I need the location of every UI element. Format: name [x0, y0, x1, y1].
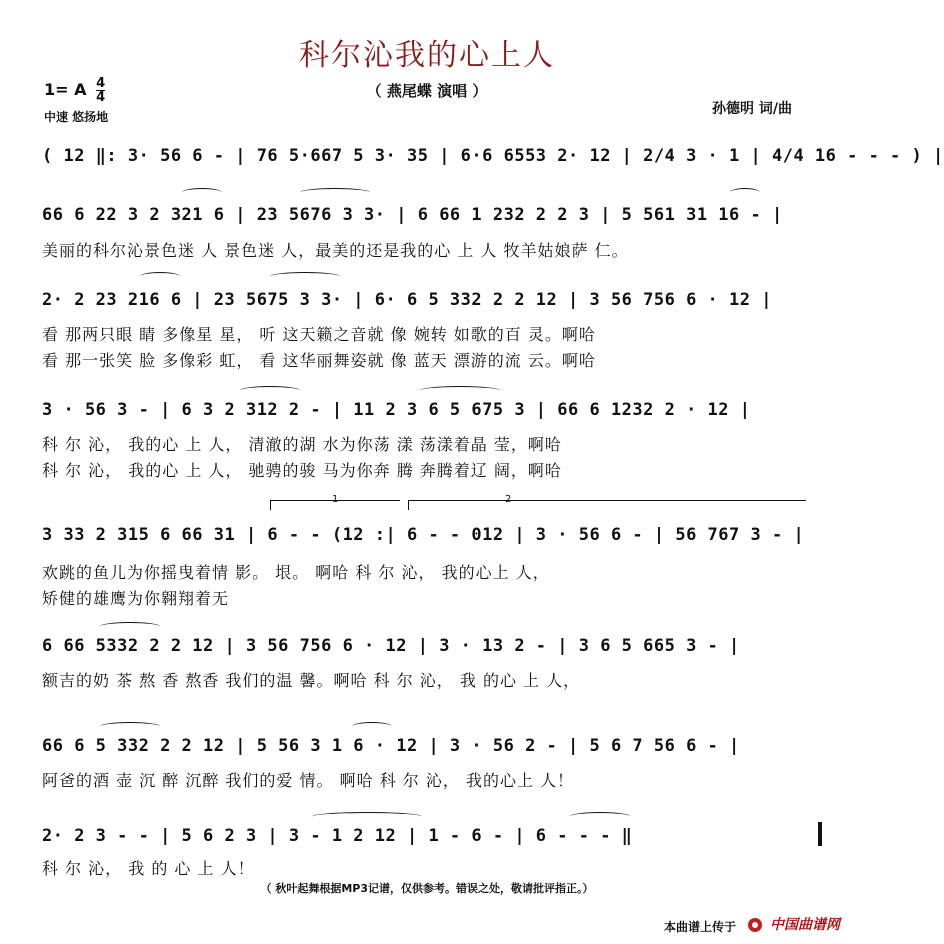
- notation-line-4: 3 · 56 3 - | 6 3 2 312 2 - | 11 2 3 6 5 675 3 | 66 6 1232 2 · 12 |: [42, 400, 751, 420]
- site-logo-text: 中国曲谱网: [770, 917, 840, 933]
- lyric-line-7: 阿爸的酒 壶 沉 醉 沉醉 我们的爱 情。 啊哈 科 尔 沁， 我的心上 人！: [42, 771, 575, 790]
- final-barline: [818, 822, 822, 846]
- lyric-line-4b: 科 尔 沁， 我的心 上 人， 驰骋的骏 马为你奔 腾 奔腾着辽 阔，啊哈: [42, 461, 562, 480]
- upload-credit: 本曲谱上传于: [663, 920, 736, 934]
- tempo-marking: 中速 悠扬地: [44, 110, 109, 124]
- notation-line-3: 2· 2 23 216 6 | 23 5675 3 3· | 6· 6 5 332 2 2 12 | 3 56 756 6 · 12 |: [42, 290, 772, 310]
- slur: [240, 386, 300, 395]
- slur: [420, 386, 500, 395]
- lyric-line-4a: 科 尔 沁， 我的心 上 人， 清澈的湖 水为你荡 漾 荡漾着晶 莹，啊哈: [42, 435, 562, 454]
- slur: [352, 722, 392, 731]
- notation-line-2: 66 6 22 3 2 321 6 | 23 5676 3 3· | 6 66 1 232 2 2 3 | 5 561 31 16 - |: [42, 205, 783, 225]
- slur: [730, 188, 760, 197]
- site-logo[interactable]: [748, 914, 840, 934]
- notation-line-5: 3 33 2 315 6 66 31 | 6 - - (12 :| 6 - - 012 | 3 · 56 6 - | 56 767 3 - |: [42, 525, 805, 545]
- lyric-line-8: 科 尔 沁， 我 的 心 上 人！: [42, 859, 255, 878]
- lyric-line-5b: 矫健的雄鹰为你翱翔着无: [42, 589, 230, 608]
- slur: [140, 272, 180, 281]
- volta-2-bracket: [408, 500, 806, 501]
- key-label: 1= A: [44, 80, 87, 99]
- notation-line-1: ( 12 ‖: 3· 56 6 - | 76 5·667 5 3· 35 | 6·6 6553 2· 12 | 2/4 3 · 1 | 4/4 16 - - - ) |: [42, 146, 944, 166]
- lyric-line-6: 额吉的奶 茶 熬 香 熬香 我们的温 馨。啊哈 科 尔 沁， 我 的心 上 人，: [42, 671, 581, 690]
- volta-2-start: [408, 500, 409, 510]
- slur: [182, 188, 222, 197]
- slur: [100, 622, 160, 631]
- slur: [100, 722, 160, 731]
- notation-line-6: 6 66 5332 2 2 12 | 3 56 756 6 · 12 | 3 · 13 2 - | 3 6 5 665 3 - |: [42, 636, 740, 656]
- meter-top: 4: [96, 76, 106, 91]
- performer-subtitle: （ 燕尾蝶 演唱 ）: [366, 82, 488, 100]
- transcription-note: （ 秋叶起舞根据MP3记谱，仅供参考。错误之处，敬请批评指正。）: [260, 882, 594, 895]
- lyric-line-5a: 欢跳的鱼儿为你摇曳着情 影。 垠。 啊哈 科 尔 沁， 我的心上 人，: [42, 563, 550, 582]
- volta-2-number: 2: [505, 494, 512, 505]
- notation-line-8: 2· 2 3 - - | 5 6 2 3 | 3 - 1 2 12 | 1 - 6 - | 6 - - - ‖: [42, 826, 633, 846]
- slur: [270, 272, 340, 281]
- lyric-line-3b: 看 那一张笑 脸 多像彩 虹， 看 这华丽舞姿就 像 蓝天 漂游的流 云。啊哈: [42, 351, 596, 370]
- meter-bottom: 4: [96, 90, 106, 105]
- volta-1-start: [270, 500, 271, 510]
- composer-credit: 孙德明 词/曲: [712, 101, 792, 117]
- slur: [570, 812, 630, 821]
- key-signature: [44, 77, 105, 104]
- time-signature: [96, 77, 105, 104]
- slur: [300, 188, 370, 197]
- logo-icon: [748, 918, 762, 932]
- song-title: 科尔沁我的心上人: [299, 38, 555, 73]
- volta-1-number: 1: [332, 494, 339, 505]
- lyric-line-3a: 看 那两只眼 睛 多像星 星， 听 这天籁之音就 像 婉转 如歌的百 灵。啊哈: [42, 325, 596, 344]
- lyric-line-2: 美丽的科尔沁景色迷 人 景色迷 人，最美的还是我的心 上 人 牧羊姑娘萨 仁。: [42, 241, 629, 260]
- notation-line-7: 66 6 5 332 2 2 12 | 5 56 3 1 6 · 12 | 3 · 56 2 - | 5 6 7 56 6 - |: [42, 736, 740, 756]
- slur: [312, 812, 422, 821]
